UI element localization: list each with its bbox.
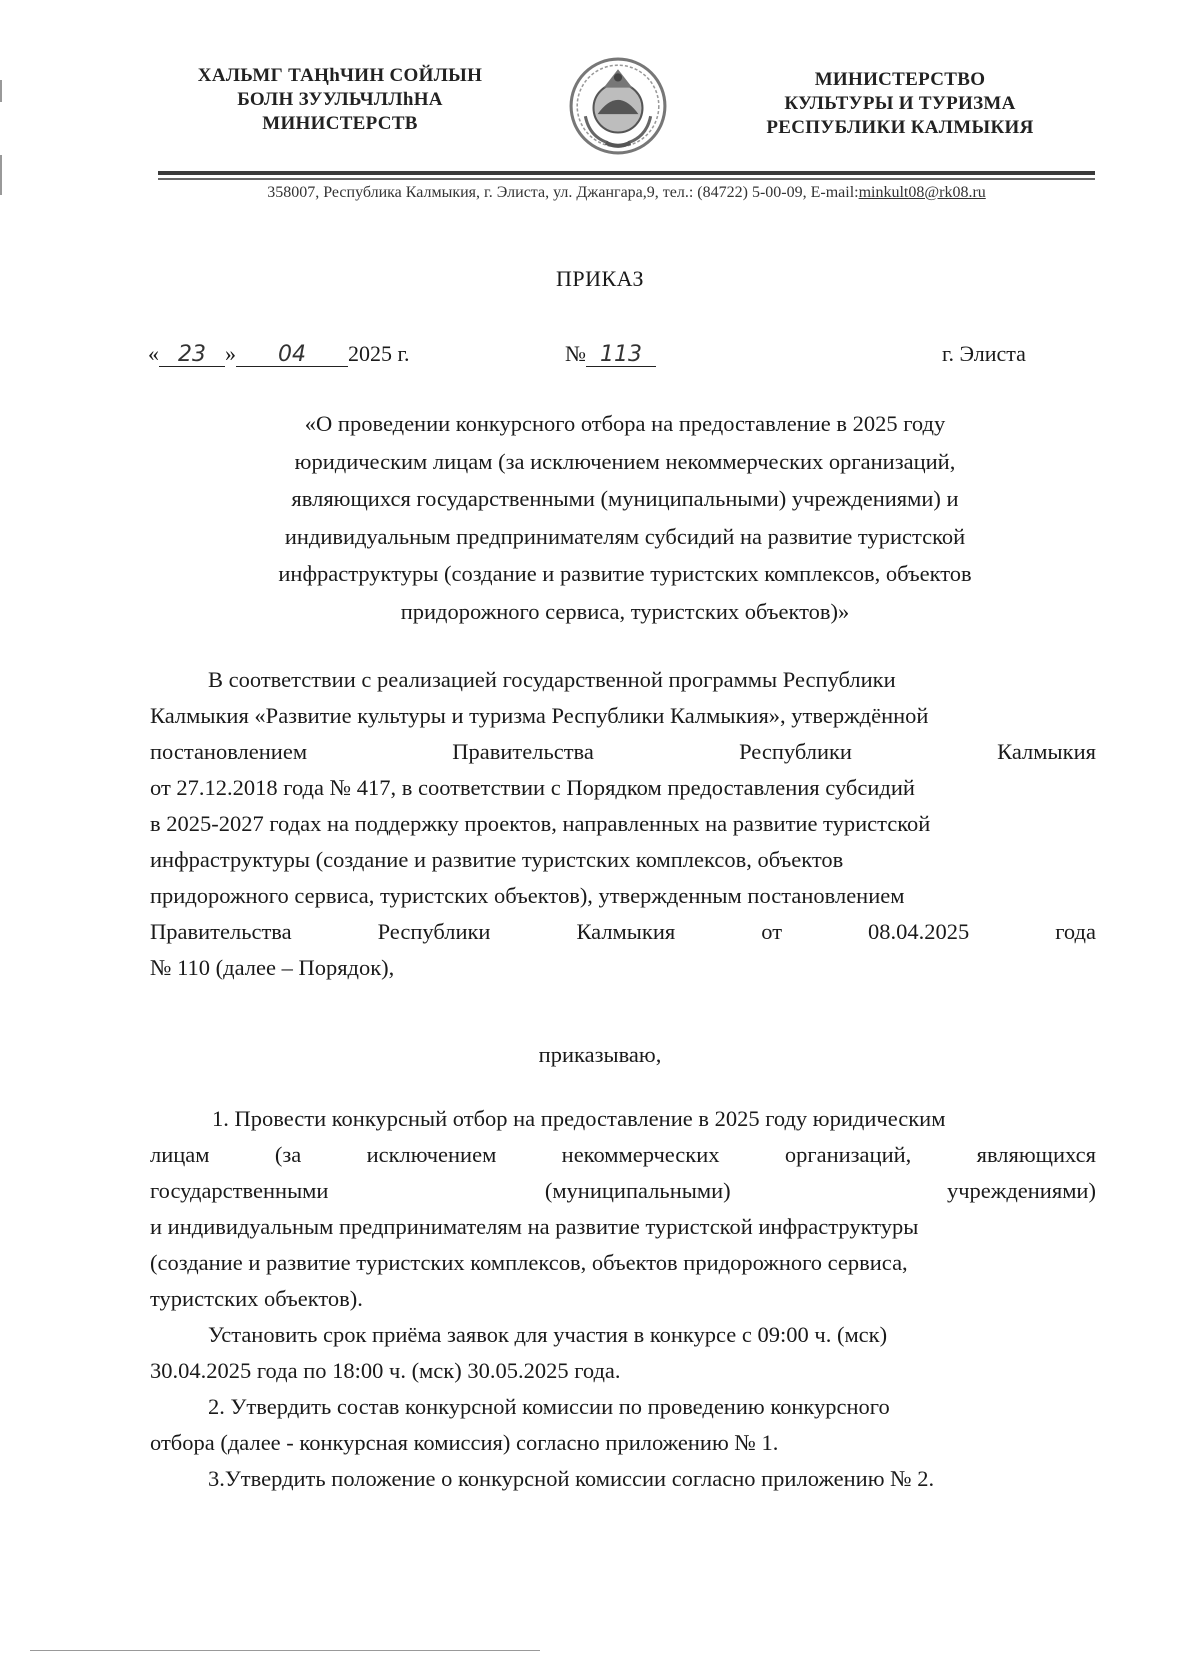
word: Правительства — [150, 919, 292, 944]
date-year: 2025 г. — [348, 341, 410, 366]
preamble-line: В соответствии с реализацией государственной программы Республики — [208, 667, 896, 692]
number-label: № — [565, 341, 586, 366]
subject-line: юридическим лицам (за исключением некоммерческих организаций, — [294, 448, 956, 474]
item-line — [150, 1137, 1096, 1174]
order-date — [148, 341, 410, 367]
preamble-line — [150, 734, 1096, 771]
preamble-line: в 2025-2027 годах на поддержку проектов, направленных на развитие туристской — [150, 811, 931, 836]
header-right-line: МИНИСТЕРСТВО — [814, 69, 986, 90]
word: являющихся — [976, 1142, 1096, 1167]
scan-bottom-line — [30, 1650, 540, 1651]
preamble-line — [150, 914, 1096, 951]
word: Калмыкия — [576, 919, 676, 944]
header-rule-thin — [158, 178, 1095, 180]
word: государственными — [150, 1178, 329, 1203]
header-left-kalmyk — [160, 64, 520, 136]
header-left-line: БОЛН ЗУУЛЬЧЛЛһНА — [237, 89, 443, 110]
item-line: Установить срок приёма заявок для участия в конкурсе с 09:00 ч. (мск) — [208, 1322, 888, 1347]
order-city: г. Элиста — [942, 341, 1026, 366]
order-command: приказываю, — [538, 1042, 662, 1067]
preamble-line: Калмыкия «Развитие культуры и туризма Республики Калмыкия», утверждённой — [150, 703, 929, 728]
word: Калмыкия — [997, 739, 1096, 764]
header-rule-thick — [158, 171, 1095, 175]
document-title: ПРИКАЗ — [555, 266, 645, 291]
date-open-quote: « — [148, 341, 159, 366]
date-month: 04 — [236, 344, 348, 367]
preamble-line: № 110 (далее – Порядок), — [150, 955, 395, 980]
word: года — [1055, 919, 1096, 944]
word: (муниципальными) — [544, 1178, 731, 1203]
item-line — [150, 1173, 1096, 1210]
subject-line: придорожного сервиса, туристских объектов)» — [400, 598, 850, 624]
item-line: 1. Провести конкурсный отбор на предоставление в 2025 году юридическим — [212, 1106, 946, 1131]
word: организаций, — [784, 1142, 912, 1167]
email-link[interactable]: minkult08@rk08.ru — [858, 184, 986, 201]
preamble-line: инфраструктуры (создание и развитие туристских комплексов, объектов — [150, 847, 844, 872]
word: Правительства — [452, 739, 594, 764]
word: постановлением — [150, 739, 308, 764]
item-line: 3.Утвердить положение о конкурсной комиссии согласно приложению № 2. — [208, 1466, 935, 1491]
word: Республики — [377, 919, 491, 944]
subject-line: «О проведении конкурсного отбора на предоставление в 2025 году — [304, 411, 946, 436]
preamble-line: от 27.12.2018 года № 417, в соответствии с Порядком предоставления субсидий — [150, 775, 915, 800]
order-number — [565, 341, 656, 367]
word: исключением — [366, 1142, 497, 1167]
header-right-line: КУЛЬТУРЫ И ТУРИЗМА — [784, 93, 1016, 114]
item-line: туристских объектов). — [150, 1286, 363, 1311]
word: (за — [274, 1142, 302, 1167]
item-line: 30.04.2025 года по 18:00 ч. (мск) 30.05.2025 года. — [150, 1358, 621, 1383]
word: некоммерческих — [561, 1142, 720, 1167]
date-close-quote: » — [225, 341, 236, 366]
order-subject — [150, 405, 1100, 630]
coat-of-arms-emblem-icon — [567, 55, 669, 157]
item-line: и индивидуальным предпринимателям на развитие туристской инфраструктуры — [150, 1214, 919, 1239]
word: Республики — [739, 739, 852, 764]
item-line: (создание и развитие туристских комплексов, объектов придорожного сервиса, — [150, 1250, 908, 1275]
word: 08.04.2025 — [868, 919, 970, 944]
word: от — [761, 919, 783, 944]
subject-line: инфраструктуры (создание и развитие туристских комплексов, объектов — [278, 561, 972, 586]
item-line: 2. Утвердить состав конкурсной комиссии по проведению конкурсного — [208, 1394, 890, 1419]
subject-line: являющихся государственными (муниципальными) учреждениями) и — [291, 486, 959, 511]
item-line: отбора (далее - конкурсная комиссия) согласно приложению № 1. — [150, 1430, 779, 1455]
number-value: 113 — [586, 344, 656, 367]
word: лицам — [150, 1142, 210, 1167]
address-text: 358007, Республика Калмыкия, г. Элиста, ул. Джангара,9, тел.: (84722) 5-00-09, E-mail: — [267, 184, 859, 201]
header-right-russian — [730, 68, 1070, 140]
header-right-line: РЕСПУБЛИКИ КАЛМЫКИЯ — [766, 117, 1034, 138]
date-day: 23 — [159, 344, 225, 367]
scan-edge-mark — [0, 155, 2, 195]
scan-edge-mark — [0, 80, 2, 102]
subject-line: индивидуальным предпринимателям субсидий на развитие туристской — [284, 523, 966, 549]
header-left-line: МИНИСТЕРСТВ — [262, 113, 418, 134]
preamble-line: придорожного сервиса, туристских объектов), утвержденным постановлением — [150, 883, 905, 908]
header-left-line: ХАЛЬМГ ТАҢһЧИН СОЙЛЫН — [197, 65, 483, 86]
ministry-address — [158, 184, 1095, 202]
word: учреждениями) — [946, 1178, 1096, 1203]
